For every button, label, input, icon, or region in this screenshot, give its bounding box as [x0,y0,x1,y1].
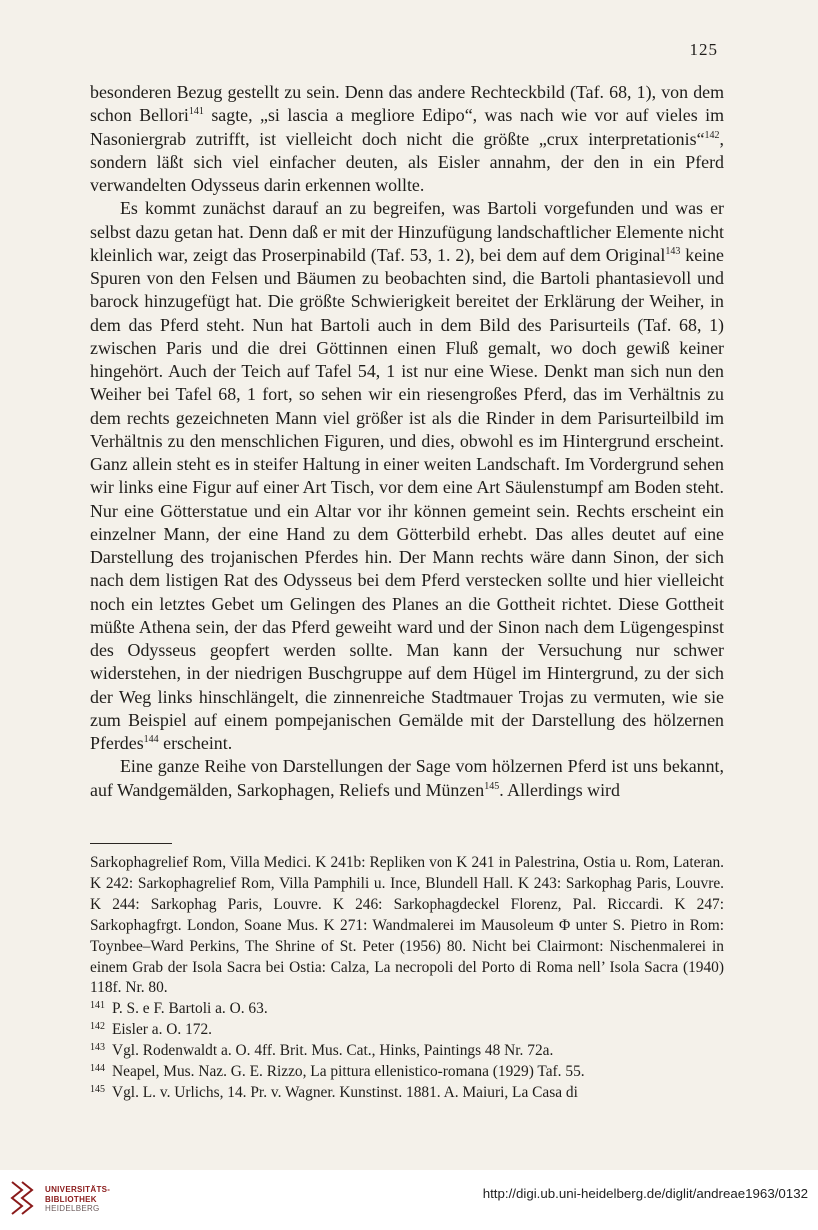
footnote-separator [90,843,172,844]
footnote-text: Neapel, Mus. Naz. G. E. Rizzo, La pittura ellenistico-romana (1929) Taf. 55. [112,1063,585,1081]
text-run: . Allerdings wird [499,779,620,800]
text-run: , sondern läßt sich viel einfacher deuten, als Eisler annahm, der den in ein Pferd verwandelten Odysseus darin erkennen wollte. [90,128,724,195]
source-url-link[interactable]: http://digi.ub.uni-heidelberg.de/diglit/andreae1963/0132 [482,1186,808,1201]
footnote-continuation: Sarkophagrelief Rom, Villa Medici. K 241b: Repliken von K 241 in Palestrina, Ostia u. Rom, Lateran. K 242: Sarkophagrelief Rom, Villa Pamphili u. Ince, Blundell Hall. K 243: Sarkophag Paris, Louvre. K 244: Sarkophag Paris, Louvre. K 246: Sarkophagdeckel Florenz, Pal. Riccardi. K 247: Sarkophagfrgt. London, Soane Mus. K 271: Wandmalerei im Mausoleum Φ unter S. Pietro in Rom: Toynbee–Ward Perkins, The Shrine of St. Peter (1956) 80. Nicht bei Clairmont: Nischenmalerei in einem Grab der Isola Sacra bei Ostia: Calza, La necropoli del Porto di Roma nell’ Isola Sacra (1940) 118f. Nr. 80. [90,854,724,997]
text-run: besonderen Bezug gestellt zu sein. Denn das andere Rechteckbild (Taf. 68, 1), von dem schon Bellori [90,82,724,126]
text-run: Eine ganze Reihe von Darstellungen der Sage vom hölzernen Pferd ist uns bekannt, auf Wandgemälden, Sarkophagen, Reliefs und Münzen [90,756,724,800]
footnote-141: 141 P. S. e F. Bartoli a. O. 63. [90,1000,268,1018]
footnote-143: 143 Vgl. Rodenwaldt a. O. 4ff. Brit. Mus. Cat., Hinks, Paintings 48 Nr. 72a. [90,1042,554,1060]
footnote-text: Eisler a. O. 172. [112,1021,213,1039]
logo-stroke [22,1182,32,1214]
paragraph-2 [90,197,724,755]
paragraph-1 [90,81,724,197]
text-run: sagte, „si lascia a megliore Edipo“, was nach wie vor auf vieles im Nasoniergrab zutrifft, ist vielleicht doch nicht die größte „crux interpretationis“ [90,105,725,149]
footnote-ref-144: 144 [143,734,159,745]
footnote-144: 144 Neapel, Mus. Naz. G. E. Rizzo, La pittura ellenistico-romana (1929) Taf. 55. [90,1063,585,1081]
university-library-name [45,1185,110,1214]
paragraph-3 [90,755,724,802]
footnotes [90,853,724,1104]
page-number: 125 [689,40,718,59]
footnote-145: 145 Vgl. L. v. Urlichs, 14. Pr. v. Wagner. Kunstinst. 1881. A. Maiuri, La Casa di [90,1083,578,1101]
footnote-text: Vgl. L. v. Urlichs, 14. Pr. v. Wagner. Kunstinst. 1881. A. Maiuri, La Casa di [112,1083,578,1101]
footnote-text: P. S. e F. Bartoli a. O. 63. [112,1000,268,1018]
footnote-ref-145: 145 [484,780,500,792]
footnote-ref-142: 142 [704,129,720,141]
text-run: keine Spuren von den Felsen und Bäumen zu beobachten sind, die Bartoli phantasievoll und barock hinzugefügt hat. Die größte Schwierigkeit bereitet der Erklärung der Weiher, in dem das Pferd steht. Nun hat Bartoli auch in dem Bild des Parisurteils (Taf. 68, 1) zwischen Paris und die drei Göttinnen einen Fluß gemalt, wo doch gewiß keiner hingehört. Auch der Teich auf Tafel 54, 1 ist nur eine Wiese. Denkt man sich nun den Weiher bei Tafel 68, 1 fort, so sehen wir ein riesengroßes Pferd, das im Verhältnis zu dem rechts gezeichneten Mann viel größer ist als die Rinder in dem Parisurteilbild im Verhältnis zu den menschlichen Figuren, und dies, obwohl es im Hintergrund erscheint. Ganz allein steht es in steifer Haltung in einer weiten Landschaft. Im Vordergrund sehen wir links eine Figur auf einer Art Tisch, vor dem eine Art Säulenstumpf am Boden steht. Nur eine Götterstatue und ein Altar vor ihr können gemeint sein. Rechts erscheint ein einzelner Mann, der eine Hand zu dem Götterbild erhebt. Das alles deutet auf eine Darstellung des trojanischen Pferdes hin. Der Mann rechts wäre dann Sinon, der sich nach dem listigen Rat des Odysseus bei dem Pferd verstecken sollte und hier vielleicht noch ein letztes Gebet um Gelingen des Planes an die Gottheit richtet. Diese Gottheit müßte Athena sein, der das Pferd geweiht ward und der Sinon nach dem Lügengespinst des Odysseus geopfert werden sollte. Man kann der Versuchung nur schwer widerstehen, in der niedrigen Buschgruppe auf dem Hügel im Hintergrund, zu der sich der Weg links hinschlängelt, die zinnenreiche Stadtmauer Trojas zu vermuten, wie sie zum Beispiel auf einem pompejanischen Gemälde mit der Darstellung des hölzernen Pferdes [90,244,725,753]
footnote-text: Vgl. Rodenwaldt a. O. 4ff. Brit. Mus. Cat., Hinks, Paintings 48 Nr. 72a. [112,1042,554,1060]
logo-line-3: HEIDELBERG [45,1204,100,1213]
footnote-ref-141: 141 [188,106,204,118]
university-library-logo-icon [8,1176,38,1218]
logo-line-2: BIBLIOTHEK [45,1194,97,1204]
logo-line-1: UNIVERSITÄTS- [45,1185,111,1194]
main-text [90,81,724,802]
footnote-142: 142 Eisler a. O. 172. [90,1021,213,1039]
footnote-ref-143: 143 [665,245,681,257]
text-run: erscheint. [158,733,233,753]
text-run: Es kommt zunächst darauf an zu begreifen, was Bartoli vorgefunden und was er selbst dazu getan hat. Denn daß er mit der Hinzufügung landschaftlicher Elemente nicht kleinlich war, zeigt das Proserpinabild (Taf. 53, 1. 2), bei dem auf dem Original [90,198,724,265]
